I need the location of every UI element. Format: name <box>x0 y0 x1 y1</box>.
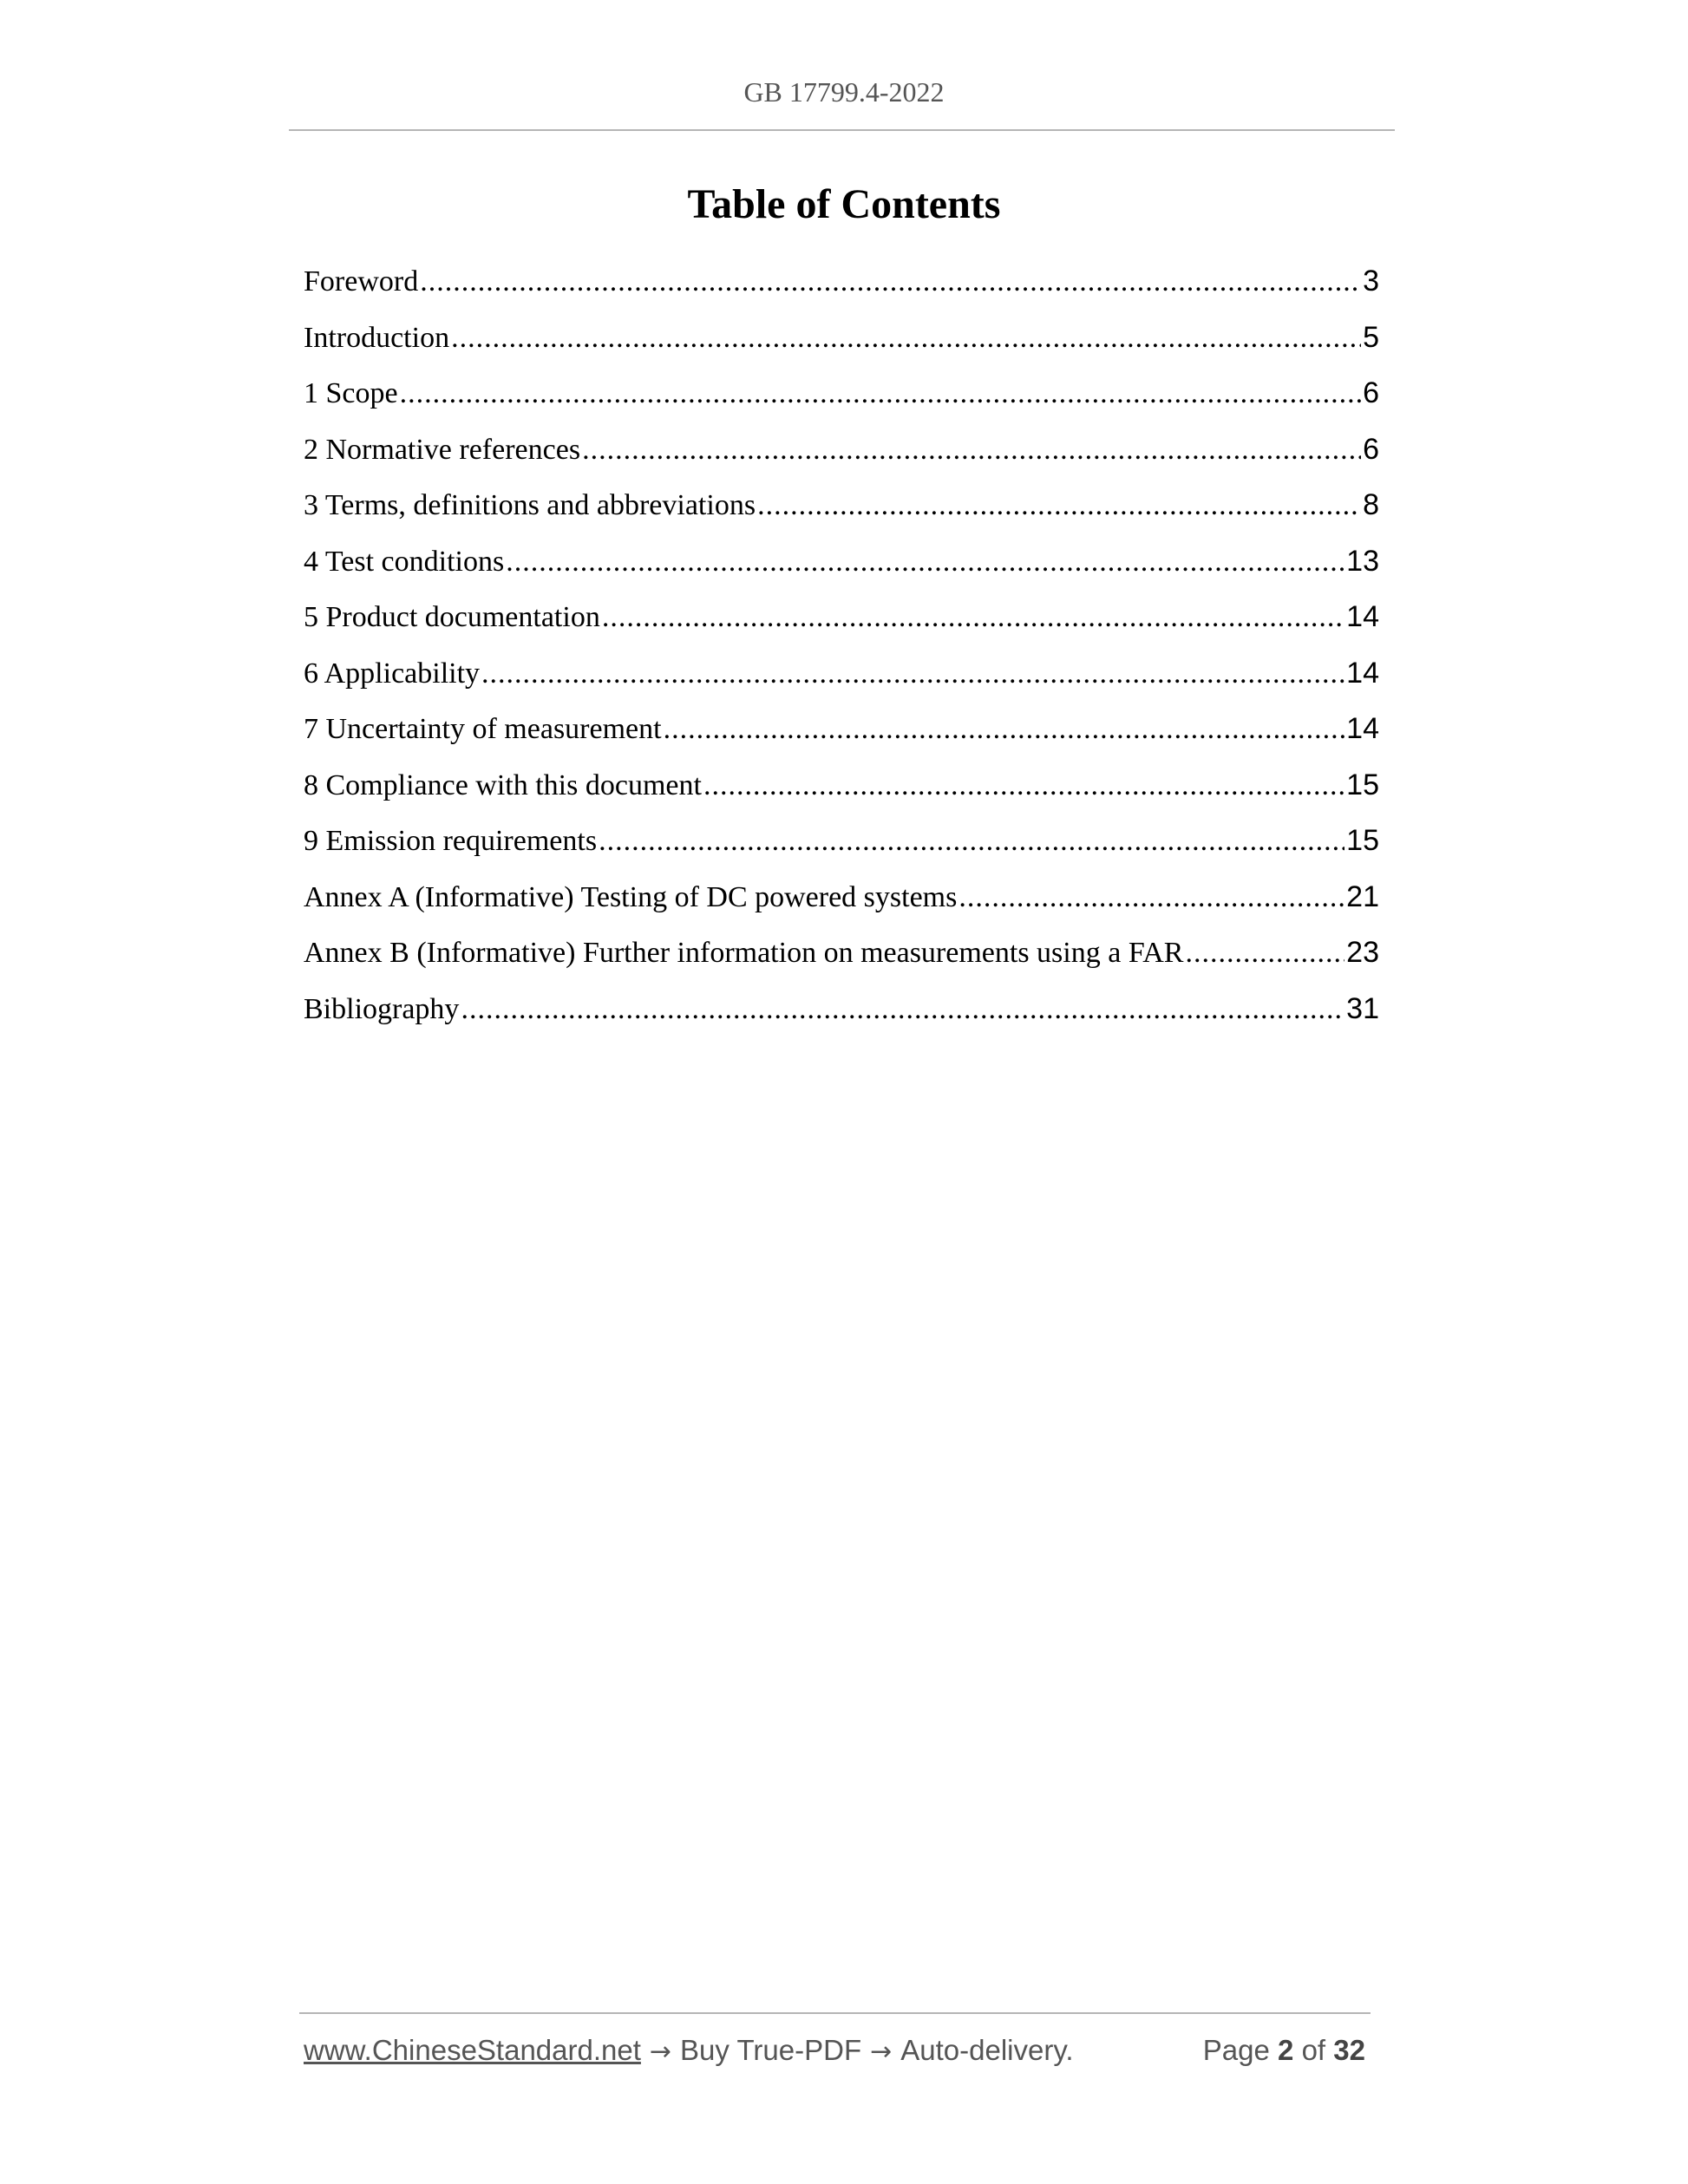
right-arrow-icon: → <box>649 2037 672 2067</box>
toc-entry-label: 9 Emission requirements <box>304 825 598 857</box>
toc-leader <box>582 429 1361 471</box>
right-arrow-icon: → <box>870 2037 893 2067</box>
toc-leader <box>1185 932 1345 974</box>
header-divider <box>289 129 1395 131</box>
toc-entry-normative-references[interactable] <box>304 428 1379 485</box>
toc-leader <box>599 821 1345 862</box>
toc-entry-label: Introduction <box>304 321 450 354</box>
toc-page-number: 8 <box>1363 488 1379 521</box>
toc-entry-label: 2 Normative references <box>304 433 581 466</box>
toc-page-number: 13 <box>1346 544 1379 578</box>
toc-entry-label: 3 Terms, definitions and abbreviations <box>304 489 756 521</box>
toc-entry-terms[interactable] <box>304 484 1379 540</box>
page-footer <box>304 2034 1371 2067</box>
toc-page-number: 3 <box>1363 265 1379 298</box>
toc-page-number: 14 <box>1346 600 1379 633</box>
toc-leader <box>400 373 1361 415</box>
toc-leader <box>664 709 1345 750</box>
toc-entry-test-conditions[interactable] <box>304 540 1379 597</box>
page-word: Page <box>1202 2034 1270 2066</box>
toc-leader <box>602 597 1345 638</box>
toc-page-number: 6 <box>1363 376 1379 409</box>
total-pages-number: 32 <box>1333 2034 1365 2066</box>
of-word: of <box>1301 2034 1326 2066</box>
website-link[interactable]: www.ChineseStandard.net <box>304 2034 641 2066</box>
toc-entry-foreword[interactable] <box>304 260 1379 317</box>
toc-leader <box>461 989 1345 1030</box>
toc-entry-label: 1 Scope <box>304 377 398 409</box>
toc-entry-label: 6 Applicability <box>304 657 481 690</box>
toc-leader <box>481 653 1345 695</box>
toc-entry-emission-requirements[interactable] <box>304 820 1379 876</box>
toc-entry-compliance[interactable] <box>304 764 1379 821</box>
toc-page-number: 6 <box>1363 432 1379 466</box>
toc-leader <box>451 317 1361 359</box>
footer-divider <box>299 2012 1371 2014</box>
toc-entry-label: Bibliography <box>304 992 460 1025</box>
document-code: GB 17799.4-2022 <box>743 76 945 108</box>
toc-heading: Table of Contents <box>687 181 1001 227</box>
toc-entry-label: Annex A (Informative) Testing of DC powered systems <box>304 880 958 913</box>
toc-page-number: 15 <box>1346 824 1379 857</box>
toc-page-number: 5 <box>1363 320 1379 354</box>
toc-list <box>304 260 1379 1043</box>
toc-entry-label: Annex B (Informative) Further information on measurements using a FAR <box>304 937 1184 969</box>
toc-page-number: 15 <box>1346 768 1379 801</box>
toc-entry-applicability[interactable] <box>304 652 1379 709</box>
toc-entry-scope[interactable] <box>304 372 1379 428</box>
toc-entry-uncertainty[interactable] <box>304 708 1379 764</box>
toc-entry-product-documentation[interactable] <box>304 596 1379 652</box>
auto-delivery-text: Auto-delivery. <box>900 2034 1074 2066</box>
toc-entry-label: 5 Product documentation <box>304 601 600 633</box>
toc-entry-label: 8 Compliance with this document <box>304 768 702 801</box>
toc-page-number: 21 <box>1346 879 1379 913</box>
toc-entry-annex-a[interactable] <box>304 876 1379 932</box>
toc-entry-annex-b[interactable] <box>304 932 1379 988</box>
toc-page-number: 23 <box>1346 936 1379 969</box>
toc-entry-label: 4 Test conditions <box>304 545 505 578</box>
toc-leader <box>420 261 1361 303</box>
current-page-number: 2 <box>1278 2034 1294 2066</box>
toc-entry-bibliography[interactable] <box>304 988 1379 1044</box>
toc-entry-introduction[interactable] <box>304 317 1379 373</box>
toc-leader <box>703 765 1345 807</box>
toc-page-number: 14 <box>1346 656 1379 690</box>
toc-entry-label: 7 Uncertainty of measurement <box>304 713 662 745</box>
toc-leader <box>506 541 1345 583</box>
footer-promo <box>304 2034 1074 2067</box>
toc-page-number: 31 <box>1346 991 1379 1025</box>
page-indicator <box>1203 2034 1371 2067</box>
toc-page-number: 14 <box>1346 712 1379 745</box>
toc-leader <box>958 877 1345 919</box>
toc-leader <box>757 485 1361 526</box>
buy-true-pdf-text: Buy True-PDF <box>680 2034 862 2066</box>
toc-entry-label: Foreword <box>304 265 419 298</box>
